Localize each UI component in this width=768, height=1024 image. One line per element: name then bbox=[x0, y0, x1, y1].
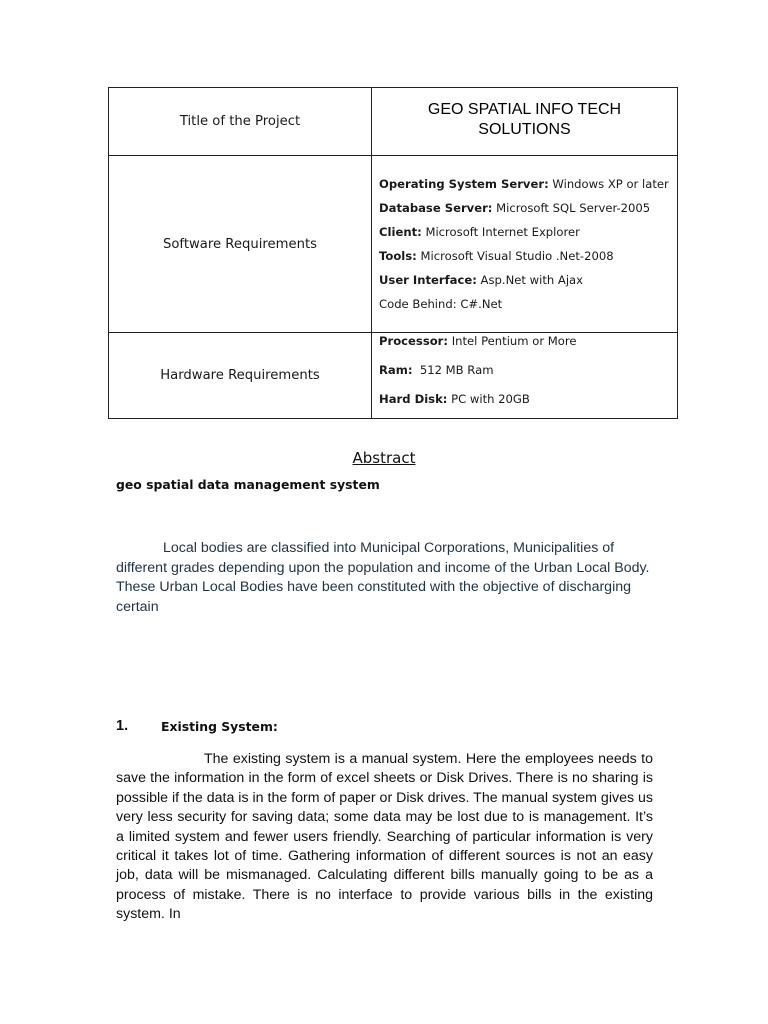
spec-key: Ram: bbox=[379, 363, 413, 377]
table-row-hardware bbox=[109, 333, 678, 419]
abstract-heading: Abstract bbox=[352, 449, 416, 467]
existing-system-paragraph bbox=[116, 750, 653, 925]
hardware-spec-list bbox=[372, 333, 677, 407]
spec-key: Processor: bbox=[379, 334, 449, 348]
spec-key: Hard Disk: bbox=[379, 392, 448, 406]
spec-item-tools bbox=[379, 248, 671, 264]
requirements-table bbox=[108, 87, 678, 419]
spec-key: User Interface: bbox=[379, 273, 477, 287]
spec-value: Asp.Net with Ajax bbox=[476, 273, 584, 287]
spec-value: 512 MB Ram bbox=[412, 363, 494, 377]
project-name-line2: SOLUTIONS bbox=[478, 120, 571, 138]
section-title: Existing System: bbox=[161, 719, 278, 734]
abstract-paragraph-text: Local bodies are classified into Municipal Corporations, Municipalities of different grades depending upon the population and income of the Urban Local Body. These Urban Local Bodies have been constituted with the objective of discharging certain bbox=[116, 540, 650, 615]
table-row-software bbox=[109, 156, 678, 333]
abstract-subtitle: geo spatial data management system bbox=[116, 477, 380, 492]
software-requirements-cell bbox=[372, 156, 678, 333]
spec-key: Database Server: bbox=[379, 201, 493, 215]
hardware-requirements-cell bbox=[372, 333, 678, 419]
section-number: 1. bbox=[116, 718, 129, 734]
spec-value: Microsoft SQL Server-2005 bbox=[492, 201, 651, 215]
spec-item-processor bbox=[379, 333, 671, 349]
spec-value: Microsoft Visual Studio .Net-2008 bbox=[416, 249, 614, 263]
existing-system-paragraph-text: The existing system is a manual system. Here the employees needs to save the information in the form of excel sheets or Disk Drives. There is no sharing is possible if the data is in the form of paper or Disk drives. The manual system gives us very less security for saving data; some data may be lost due to is management. It’s a limited system and fewer users friendly. Searching of particular information is very critical it takes lot of time. Gathering information of different sources is not an easy job, data will be mismanaged. Calculating different bills manually going to be as a process of mistake. There is no interface to provide various bills in the existing system. In bbox=[116, 751, 653, 923]
hardware-requirements-label: Hardware Requirements bbox=[109, 333, 372, 419]
table-row-project-title bbox=[109, 88, 678, 156]
spec-value: Intel Pentium or More bbox=[448, 334, 577, 348]
project-name bbox=[372, 100, 677, 144]
spec-value: Windows XP or later bbox=[548, 177, 669, 191]
spec-value: Code Behind: C#.Net bbox=[379, 297, 503, 311]
spec-item-ram bbox=[379, 362, 671, 378]
spec-item-hard-disk bbox=[379, 391, 671, 407]
project-name-line1: GEO SPATIAL INFO TECH bbox=[427, 100, 622, 118]
project-title-cell bbox=[372, 88, 678, 156]
spec-value: PC with 20GB bbox=[447, 392, 530, 406]
spec-item-os-server bbox=[379, 176, 671, 192]
software-requirements-label: Software Requirements bbox=[109, 156, 372, 333]
spec-item-client bbox=[379, 224, 671, 240]
project-title-label: Title of the Project bbox=[109, 88, 372, 156]
spec-value: Microsoft Internet Explorer bbox=[421, 225, 580, 239]
spec-key: Operating System Server: bbox=[379, 177, 549, 191]
abstract-paragraph bbox=[116, 539, 660, 617]
spec-item-database-server bbox=[379, 200, 671, 216]
spec-item-code-behind bbox=[379, 296, 671, 312]
software-spec-list bbox=[372, 176, 677, 312]
spec-key: Tools: bbox=[379, 249, 417, 263]
spec-item-user-interface bbox=[379, 272, 671, 288]
spec-key: Client: bbox=[379, 225, 422, 239]
